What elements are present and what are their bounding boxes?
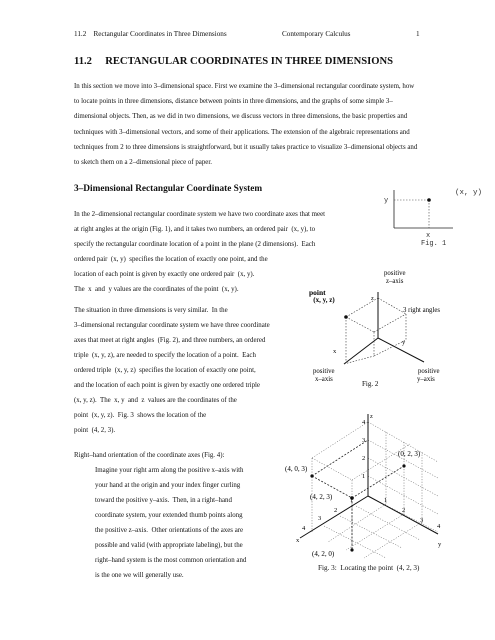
fig3-y-axis (368, 496, 438, 534)
fig3-label-423: (4, 2, 3) (310, 493, 333, 501)
fig3-x-axis (300, 496, 368, 538)
para4-line: toward the positive y–axis. Then, in a right–hand (95, 497, 232, 504)
fig1-point (427, 198, 431, 202)
para3-line: point (4, 2, 3). (74, 427, 116, 434)
header-page-number: 1 (416, 30, 420, 38)
fig2-pos-z-2: z–axis (386, 278, 404, 285)
fig2-pos-x-1: positive (313, 368, 335, 375)
para2-line: ordered pair (x, y) specifies the location of exactly one point, and the (74, 256, 268, 263)
para2-line: location of each point is given by exactly one ordered pair (x, y). (74, 271, 255, 278)
fig3-label-420: (4, 2, 0) (312, 550, 335, 558)
fig1-x-label: x (426, 232, 431, 240)
fig2-dashed-box (344, 298, 406, 364)
fig2-right-angles: 3 right angles (403, 307, 440, 314)
para2-line: The x and y values are the coordinates of the point (x, y). (74, 286, 239, 293)
para3-line: axes that meet at right angles (Fig. 2), and three numbers, an ordered (74, 337, 266, 344)
para4-line: is the one we will generally use. (95, 572, 184, 579)
fig3-z-label: z (370, 413, 373, 420)
fig3-caption: Fig. 3: Locating the point (4, 2, 3) (318, 564, 420, 572)
subheading: 3–Dimensional Rectangular Coordinate System (74, 184, 263, 194)
fig3-label-023: (0, 2, 3) (398, 450, 421, 458)
fig2-pos-x-2: x–axis (315, 376, 333, 383)
para3-line: triple (x, y, z), are needed to specify the location of a point. Each (74, 352, 256, 359)
header-chapter: 11.2 Rectangular Coordinates in Three Dimensions (74, 30, 227, 38)
para3-line: The situation in three dimensions is very similar. In the (74, 307, 228, 314)
fig2-x-axis (344, 338, 378, 364)
fig3-z-tick: 1 (362, 473, 366, 480)
para3-line: ordered triple (x, y, z) specifies the location of exactly one point, (74, 367, 256, 374)
fig2-y-label: y (402, 339, 406, 346)
fig2-point-coords: (x, y, z) (313, 296, 335, 304)
para4-line: your hand at the origin and your index finger curling (95, 482, 241, 489)
para4-line: Imagine your right arm along the positive x–axis with (95, 467, 244, 474)
intro-paragraph: In this section we move into 3–dimensional space. First we examine the 3–dimensional rectangular coordinate system, how to locate points in three dimensions, distance between points in three dimensions, and the graphs of some simple 3–dimensional objects. Then, as we did in two dimensions, we discuss vectors in three dimensions, the basic properties and techniques with 3–dimensional vectors, and some of their applications. The extension of the algebraic representations and techniques from 2 to three dimensions is straightforward, but it usually takes practice to visualize 3–dimensional objects and to sketch them on a 2–dimensional piece of paper. (74, 83, 418, 167)
header-book-title: Contemporary Calculus (282, 30, 351, 38)
fig3-z-tick: 4 (362, 419, 366, 426)
para3-line: (x, y, z). The x, y and z values are the coordinates of the (74, 397, 237, 404)
para4-intro: Right–hand orientation of the coordinate axes (Fig. 4): (74, 452, 225, 459)
para3-line: and the location of each point is given by exactly one ordered triple (74, 382, 260, 389)
fig2-pos-z-1: positive (384, 270, 406, 277)
fig3-x-label: x (296, 537, 300, 544)
para4-line: right–hand system is the most common orientation and (95, 557, 247, 564)
fig1-caption: Fig. 1 (421, 240, 447, 248)
fig1-point-label: (x, y) (455, 189, 483, 197)
fig1-y-label: y (384, 197, 389, 205)
fig3-z-tick: 3 (362, 437, 366, 444)
fig3-x-tick: 4 (302, 525, 306, 532)
fig3-z-tick: 2 (362, 455, 366, 462)
fig2-point-label: point (309, 288, 326, 297)
para4-line: possible and valid (with appropriate labeling), but the (95, 542, 243, 549)
para3-line: 3–dimensional rectangular coordinate system we have three coordinate (74, 322, 270, 329)
fig2-pos-y-1: positive (418, 368, 440, 375)
para2-line: at right angles at the origin (Fig. 1), and it takes two numbers, an ordered pair (x, y), to (74, 226, 316, 233)
figure-3 (278, 410, 448, 578)
para4-line: the positive z–axis. Other orientations of the axes are (95, 527, 244, 534)
para3-line: point (x, y, z). Fig. 3 shows the location of the (74, 412, 207, 419)
para2-line: specify the rectangular coordinate location of a point in the plane (2 dimensions). Each (74, 241, 316, 248)
fig3-x-tick: 3 (318, 515, 322, 522)
fig3-point-023 (402, 464, 405, 467)
fig3-y-label: y (438, 541, 442, 548)
fig2-z-label: z (371, 295, 374, 302)
para2-line: In the 2–dimensional rectangular coordinate system we have two coordinate axes that meet (74, 211, 326, 218)
para4-line: coordinate system, your extended thumb points along (95, 512, 243, 519)
figure-1 (375, 186, 495, 252)
section-title: 11.2 RECTANGULAR COORDINATES IN THREE DIMENSIONS (74, 56, 394, 67)
fig3-y-tick: 1 (384, 497, 388, 504)
fig3-point-402 (310, 474, 313, 477)
fig3-y-tick: 4 (437, 523, 441, 530)
fig3-y-tick: 3 (420, 517, 424, 524)
fig3-label-402: (4, 0, 3) (285, 465, 308, 473)
fig2-y-axis (378, 338, 424, 362)
fig3-x-tick: 2 (334, 507, 338, 514)
fig2-pos-y-2: y–axis (417, 376, 435, 383)
figure-2 (296, 262, 458, 394)
fig2-point (344, 315, 348, 319)
fig3-grid (310, 422, 438, 558)
fig2-x-label: x (333, 348, 337, 355)
fig3-x-tick: 1 (350, 497, 354, 504)
fig2-caption: Fig. 2 (362, 380, 379, 388)
fig3-point-420 (350, 548, 353, 551)
fig3-y-tick: 2 (402, 507, 406, 514)
